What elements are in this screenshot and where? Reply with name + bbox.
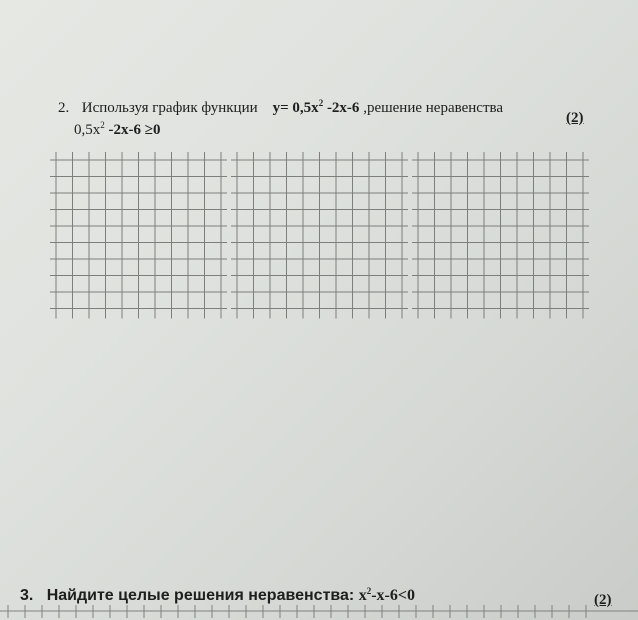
task-3-points: (2) (594, 592, 612, 608)
formula-rest: -x-6<0 (371, 587, 415, 604)
function-exponent: 2 (318, 98, 324, 108)
inequality-base: 0,5x (74, 122, 101, 138)
task-2-number: 2. (58, 100, 70, 116)
function-rest: -2x-6 (323, 100, 360, 116)
task-2-inequality (74, 116, 160, 139)
inequality-exponent: 2 (100, 120, 105, 130)
function-base: y= 0,5x (272, 100, 319, 116)
task-2-statement (58, 94, 503, 117)
graph-paper-grid[interactable] (44, 150, 604, 330)
task-3-number: 3. (20, 587, 34, 604)
bottom-tick-line (0, 602, 638, 620)
task-2-tail: ,решение неравенства (363, 100, 504, 116)
formula-exponent: 2 (366, 586, 372, 596)
task-2-points: (2) (566, 110, 584, 126)
answer-grid[interactable] (44, 150, 604, 330)
task-2-function (273, 100, 360, 116)
task-2-intro: Используя график функции (81, 100, 258, 116)
task-3-text: Найдите целые решения неравенства: (46, 587, 355, 604)
inequality-rest: -2x-6 ≥0 (104, 122, 161, 138)
formula-base: x (358, 587, 367, 604)
